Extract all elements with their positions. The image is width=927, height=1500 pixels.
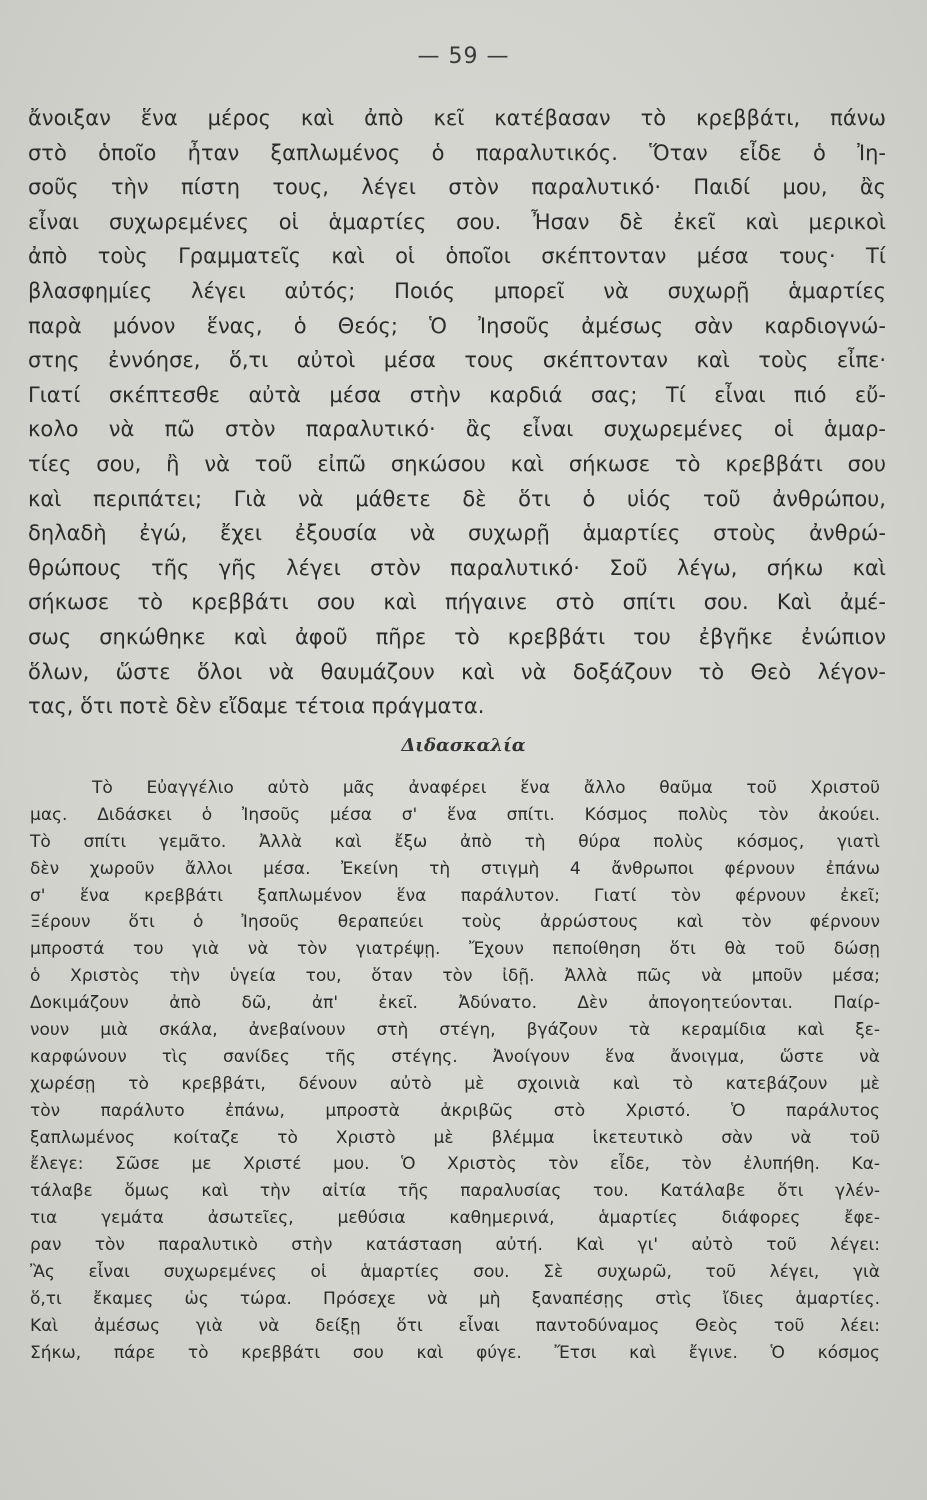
gospel-paragraph — [28, 101, 886, 724]
text-line: νουν μιὰ σκάλα, ἀνεβαίνουν στὴ στέγη, βγάζουν τὰ κεραμίδια καὶ ξε- — [30, 1020, 880, 1041]
text-line: δὲν χωροῦν ἄλλοι μέσα. Ἐκείνη τὴ στιγμὴ 4 ἄνθρωποι φέρνουν ἐπάνω — [30, 858, 880, 879]
text-line: σως σηκώθηκε καὶ ἀφοῦ πῆρε τὸ κρεββάτι του ἐβγῆκε ἐνώπιον — [28, 624, 886, 649]
text-line: χωρέσῃ τὸ κρεββάτι, δένουν αὐτὸ μὲ σχοινιὰ καὶ τὸ κατεβάζουν μὲ — [30, 1073, 880, 1094]
text-line: τια γεμάτα ἀσωτεῖες, μεθύσια καθημερινά, ἁμαρτίες διάφορες ἔφε- — [30, 1208, 880, 1229]
text-line: κολο νὰ πῶ στὸν παραλυτικό· ἂς εἶναι συχωρεμένες οἱ ἁμαρ- — [28, 417, 886, 442]
text-line: μας. Διδάσκει ὁ Ἰησοῦς μέσα σ' ἕνα σπίτι. Κόσμος πολὺς τὸν ἀκούει. — [30, 804, 880, 825]
text-line: στης ἐννόησε, ὅ,τι αὐτοὶ μέσα τους σκέπτονταν καὶ τοὺς εἶπε· — [28, 348, 886, 373]
text-line: θρώπους τῆς γῆς λέγει στὸν παραλυτικό· Σοῦ λέγω, σήκω καὶ — [28, 555, 886, 580]
text-line: ὁ Χριστὸς τὴν ὑγεία του, ὅταν τὸν ἰδῇ. Ἀλλὰ πῶς νὰ μποῦν μέσα; — [30, 966, 880, 987]
text-line: καὶ περιπάτει; Γιὰ νὰ μάθετε δὲ ὅτι ὁ υἱός τοῦ ἀνθρώπου, — [28, 486, 886, 511]
text-line: ἔλεγε: Σῶσε με Χριστέ μου. Ὁ Χριστὸς τὸν εἶδε, τὸν ἐλυπήθη. Κα- — [30, 1154, 880, 1175]
text-line: τίες σου, ἢ νὰ τοῦ εἰπῶ σηκώσου καὶ σήκωσε τὸ κρεββάτι σου — [28, 451, 886, 476]
text-line: δηλαδὴ ἐγώ, ἔχει ἐξουσία νὰ συχωρῇ ἁμαρτίες στοὺς ἀνθρώ- — [28, 521, 886, 546]
text-line: Ξέρουν ὅτι ὁ Ἰησοῦς θεραπεύει τοὺς ἀρρώστους καὶ τὸν φέρνουν — [30, 912, 880, 933]
text-line: βλασφημίες λέγει αὐτός; Ποιός μπορεῖ νὰ συχωρῇ ἁμαρτίες — [28, 278, 886, 303]
text-line: μπροστά του γιὰ νὰ τὸν γιατρέψῃ. Ἔχουν πεποίθηση ὅτι θὰ τοῦ δώσῃ — [30, 939, 880, 960]
text-line: σήκωσε τὸ κρεββάτι σου καὶ πήγαινε στὸ σπίτι σου. Καὶ ἀμέ- — [28, 590, 886, 615]
text-line: ὅ,τι ἔκαμες ὡς τώρα. Πρόσεχε νὰ μὴ ξαναπέσῃς στὶς ἴδιες ἁμαρτίες. — [30, 1288, 880, 1309]
text-line: τας, ὅτι ποτὲ δὲν εἴδαμε τέτοια πράγματα. — [28, 694, 485, 719]
text-line: Τὸ Εὐαγγέλιο αὐτὸ μᾶς ἀναφέρει ἕνα ἄλλο θαῦμα τοῦ Χριστοῦ — [92, 778, 880, 798]
text-line: Γιατί σκέπτεσθε αὐτὰ μέσα στὴν καρδιά σας; Τί εἶναι πιό εὔ- — [28, 382, 886, 407]
text-line: σ' ἕνα κρεββάτι ξαπλωμένον ἕνα παράλυτον. Γιατί τὸν φέρνουν ἐκεῖ; — [30, 885, 880, 906]
text-line: στὸ ὁποῖο ἦταν ξαπλωμένος ὁ παραλυτικός. Ὅταν εἶδε ὁ Ἰη- — [28, 140, 886, 165]
text-line: ἀπὸ τοὺς Γραμματεῖς καὶ οἱ ὁποῖοι σκέπτονταν μέσα τους· Τί — [28, 244, 886, 269]
page-number: — 59 — — [417, 44, 510, 69]
text-line: Ἂς εἶναι συχωρεμένες οἱ ἁμαρτίες σου. Σὲ συχωρῶ, τοῦ λέγει, γιὰ — [30, 1262, 880, 1283]
text-line: Τὸ σπίτι γεμᾶτο. Ἀλλὰ καὶ ἔξω ἀπὸ τὴ θύρα πολὺς κόσμος, γιατὶ — [30, 831, 880, 852]
text-line: ὅλων, ὥστε ὅλοι νὰ θαυμάζουν καὶ νὰ δοξάζουν τὸ Θεὸ λέγον- — [28, 659, 886, 684]
teaching-paragraph — [30, 775, 880, 1367]
text-line: Δοκιμάζουν ἀπὸ δῶ, ἀπ' ἐκεῖ. Ἀδύνατο. Δὲν ἀπογοητεύονται. Παίρ- — [30, 993, 880, 1014]
text-line: ραν τὸν παραλυτικὸ στὴν κατάσταση αὐτή. Καὶ γι' αὐτὸ τοῦ λέγει: — [30, 1235, 880, 1256]
section-heading: Διδασκαλία — [401, 735, 526, 756]
text-line: Καὶ ἀμέσως γιὰ νὰ δείξῃ ὅτι εἶναι παντοδύναμος Θεὸς τοῦ λέει: — [30, 1315, 880, 1336]
text-line: τάλαβε ὅμως καὶ τὴν αἰτία τῆς παραλυσίας του. Κατάλαβε ὅτι γλέν- — [30, 1181, 880, 1202]
text-line: παρὰ μόνον ἕνας, ὁ Θεός; Ὁ Ἰησοῦς ἀμέσως σὰν καρδιογνώ- — [28, 313, 886, 338]
text-line: Σήκω, πάρε τὸ κρεββάτι σου καὶ φύγε. Ἔτσι καὶ ἔγινε. Ὁ κόσμος — [30, 1342, 880, 1363]
text-line: καρφώνουν τὶς σανίδες τῆς στέγης. Ἀνοίγουν ἕνα ἄνοιγμα, ὥστε νὰ — [30, 1046, 880, 1067]
text-line: τὸν παράλυτο ἐπάνω, μπροστὰ ἀκριβῶς στὸ Χριστό. Ὁ παράλυτος — [30, 1100, 880, 1121]
text-line: εἶναι συχωρεμένες οἱ ἁμαρτίες σου. Ἦσαν δὲ ἐκεῖ καὶ μερικοὶ — [28, 209, 886, 234]
text-line: ἄνοιξαν ἕνα μέρος καὶ ἀπὸ κεῖ κατέβασαν τὸ κρεββάτι, πάνω — [28, 106, 886, 130]
text-line: σοῦς τὴν πίστη τους, λέγει στὸν παραλυτικό· Παιδί μου, ἂς — [28, 175, 886, 200]
text-line: ξαπλωμένος κοίταζε τὸ Χριστὸ μὲ βλέμμα ἱκετευτικὸ σὰν νὰ τοῦ — [30, 1127, 880, 1148]
